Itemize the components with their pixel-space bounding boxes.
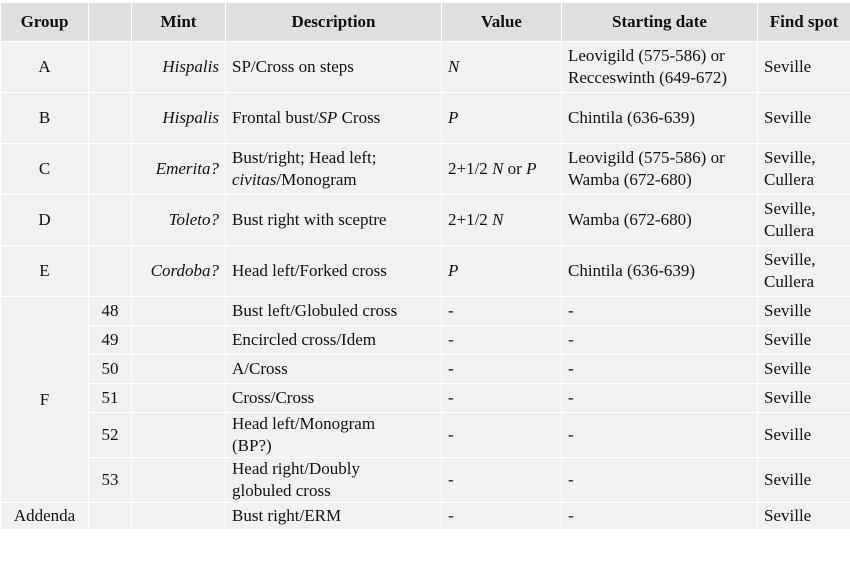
value-cell: - bbox=[442, 326, 562, 355]
description-text: Frontal bust/ bbox=[232, 108, 318, 127]
group-cell: A bbox=[1, 42, 89, 93]
description-cell: Bust right/ERM bbox=[226, 503, 442, 530]
description-text: Head right/Doubly bbox=[232, 459, 360, 478]
mint-cell bbox=[132, 355, 226, 384]
description-text: Cross bbox=[337, 108, 380, 127]
starting-date-cell: - bbox=[562, 384, 758, 413]
value-text: 2+1/2 bbox=[448, 210, 492, 229]
starting-date-cell: Wamba (672-680) bbox=[562, 195, 758, 246]
mint-cell: Cordoba? bbox=[132, 246, 226, 297]
header-mint: Mint bbox=[132, 3, 226, 42]
header-row bbox=[1, 3, 850, 42]
header-starting-date: Starting date bbox=[562, 3, 758, 42]
starting-date-cell: - bbox=[562, 458, 758, 503]
starting-date-cell: - bbox=[562, 355, 758, 384]
description-cell bbox=[226, 458, 442, 503]
description-cell: SP/Cross on steps bbox=[226, 42, 442, 93]
date-line: Wamba (672-680) bbox=[568, 170, 692, 189]
find-spot-line: Cullera bbox=[764, 170, 814, 189]
number-cell: 50 bbox=[89, 355, 132, 384]
mint-cell bbox=[132, 297, 226, 326]
starting-date-cell bbox=[562, 42, 758, 93]
value-italic: N bbox=[492, 210, 503, 229]
starting-date-cell: Chintila (636-639) bbox=[562, 246, 758, 297]
description-cell: Bust right with sceptre bbox=[226, 195, 442, 246]
find-spot-line: Seville, bbox=[764, 250, 815, 269]
description-italic: civitas bbox=[232, 170, 276, 189]
value-cell: - bbox=[442, 355, 562, 384]
table-row bbox=[1, 42, 850, 93]
header-description: Description bbox=[226, 3, 442, 42]
mint-cell bbox=[132, 503, 226, 530]
value-cell bbox=[442, 144, 562, 195]
starting-date-cell: - bbox=[562, 297, 758, 326]
mint-cell: Hispalis bbox=[132, 42, 226, 93]
description-text: (BP?) bbox=[232, 436, 272, 455]
find-spot-cell: Seville bbox=[758, 384, 850, 413]
value-cell bbox=[442, 195, 562, 246]
number-cell bbox=[89, 42, 132, 93]
description-cell bbox=[226, 144, 442, 195]
value-cell: - bbox=[442, 413, 562, 458]
find-spot-cell bbox=[758, 246, 850, 297]
header-number bbox=[89, 3, 132, 42]
number-cell bbox=[89, 195, 132, 246]
description-cell bbox=[226, 413, 442, 458]
value-text: 2+1/2 bbox=[448, 159, 492, 178]
table-row bbox=[1, 195, 850, 246]
description-cell: Encircled cross/Idem bbox=[226, 326, 442, 355]
group-cell: D bbox=[1, 195, 89, 246]
mint-cell: Toleto? bbox=[132, 195, 226, 246]
find-spot-line: Cullera bbox=[764, 221, 814, 240]
starting-date-cell: - bbox=[562, 503, 758, 530]
group-cell: B bbox=[1, 93, 89, 144]
header-value: Value bbox=[442, 3, 562, 42]
table-row bbox=[1, 458, 850, 503]
table-row bbox=[1, 144, 850, 195]
value-cell: P bbox=[442, 93, 562, 144]
description-cell: Head left/Forked cross bbox=[226, 246, 442, 297]
table-row bbox=[1, 355, 850, 384]
find-spot-cell: Seville bbox=[758, 458, 850, 503]
description-text: globuled cross bbox=[232, 481, 331, 500]
description-cell: Bust left/Globuled cross bbox=[226, 297, 442, 326]
value-cell: P bbox=[442, 246, 562, 297]
group-cell: F bbox=[1, 297, 89, 503]
starting-date-cell bbox=[562, 144, 758, 195]
table-row bbox=[1, 384, 850, 413]
mint-cell bbox=[132, 458, 226, 503]
mint-cell bbox=[132, 384, 226, 413]
value-italic: N bbox=[492, 159, 503, 178]
find-spot-cell: Seville bbox=[758, 355, 850, 384]
description-italic: SP bbox=[318, 108, 337, 127]
description-text: /Monogram bbox=[276, 170, 356, 189]
mint-cell bbox=[132, 413, 226, 458]
coin-table bbox=[0, 2, 850, 530]
table-row bbox=[1, 503, 850, 530]
group-cell: Addenda bbox=[1, 503, 89, 530]
number-cell: 49 bbox=[89, 326, 132, 355]
value-italic: P bbox=[526, 159, 536, 178]
table-row bbox=[1, 326, 850, 355]
find-spot-line: Seville, bbox=[764, 148, 815, 167]
find-spot-line: Cullera bbox=[764, 272, 814, 291]
number-cell: 51 bbox=[89, 384, 132, 413]
find-spot-cell: Seville bbox=[758, 503, 850, 530]
find-spot-cell bbox=[758, 195, 850, 246]
group-cell: C bbox=[1, 144, 89, 195]
starting-date-cell: - bbox=[562, 326, 758, 355]
find-spot-cell: Seville bbox=[758, 42, 850, 93]
starting-date-cell: Chintila (636-639) bbox=[562, 93, 758, 144]
header-find-spot: Find spot bbox=[758, 3, 850, 42]
group-cell: E bbox=[1, 246, 89, 297]
find-spot-line: Seville, bbox=[764, 199, 815, 218]
mint-cell: Hispalis bbox=[132, 93, 226, 144]
value-text: or bbox=[503, 159, 526, 178]
value-cell: - bbox=[442, 458, 562, 503]
number-cell: 48 bbox=[89, 297, 132, 326]
number-cell bbox=[89, 93, 132, 144]
header-group: Group bbox=[1, 3, 89, 42]
value-cell: - bbox=[442, 384, 562, 413]
date-line: Leovigild (575-586) or bbox=[568, 148, 725, 167]
starting-date-cell: - bbox=[562, 413, 758, 458]
number-cell: 53 bbox=[89, 458, 132, 503]
find-spot-cell: Seville bbox=[758, 93, 850, 144]
mint-cell: Emerita? bbox=[132, 144, 226, 195]
find-spot-cell bbox=[758, 144, 850, 195]
description-text: Bust/right; Head left; bbox=[232, 148, 376, 167]
number-cell bbox=[89, 144, 132, 195]
find-spot-cell: Seville bbox=[758, 413, 850, 458]
table-row bbox=[1, 413, 850, 458]
find-spot-cell: Seville bbox=[758, 297, 850, 326]
description-cell: Cross/Cross bbox=[226, 384, 442, 413]
value-cell: - bbox=[442, 503, 562, 530]
value-cell: N bbox=[442, 42, 562, 93]
table-row bbox=[1, 93, 850, 144]
description-cell bbox=[226, 93, 442, 144]
mint-cell bbox=[132, 326, 226, 355]
table-row bbox=[1, 246, 850, 297]
description-text: Head left/Monogram bbox=[232, 414, 375, 433]
number-cell: 52 bbox=[89, 413, 132, 458]
date-line: Recceswinth (649-672) bbox=[568, 68, 727, 87]
find-spot-cell: Seville bbox=[758, 326, 850, 355]
date-line: Leovigild (575-586) or bbox=[568, 46, 725, 65]
number-cell bbox=[89, 503, 132, 530]
table-row bbox=[1, 297, 850, 326]
number-cell bbox=[89, 246, 132, 297]
description-cell: A/Cross bbox=[226, 355, 442, 384]
value-cell: - bbox=[442, 297, 562, 326]
